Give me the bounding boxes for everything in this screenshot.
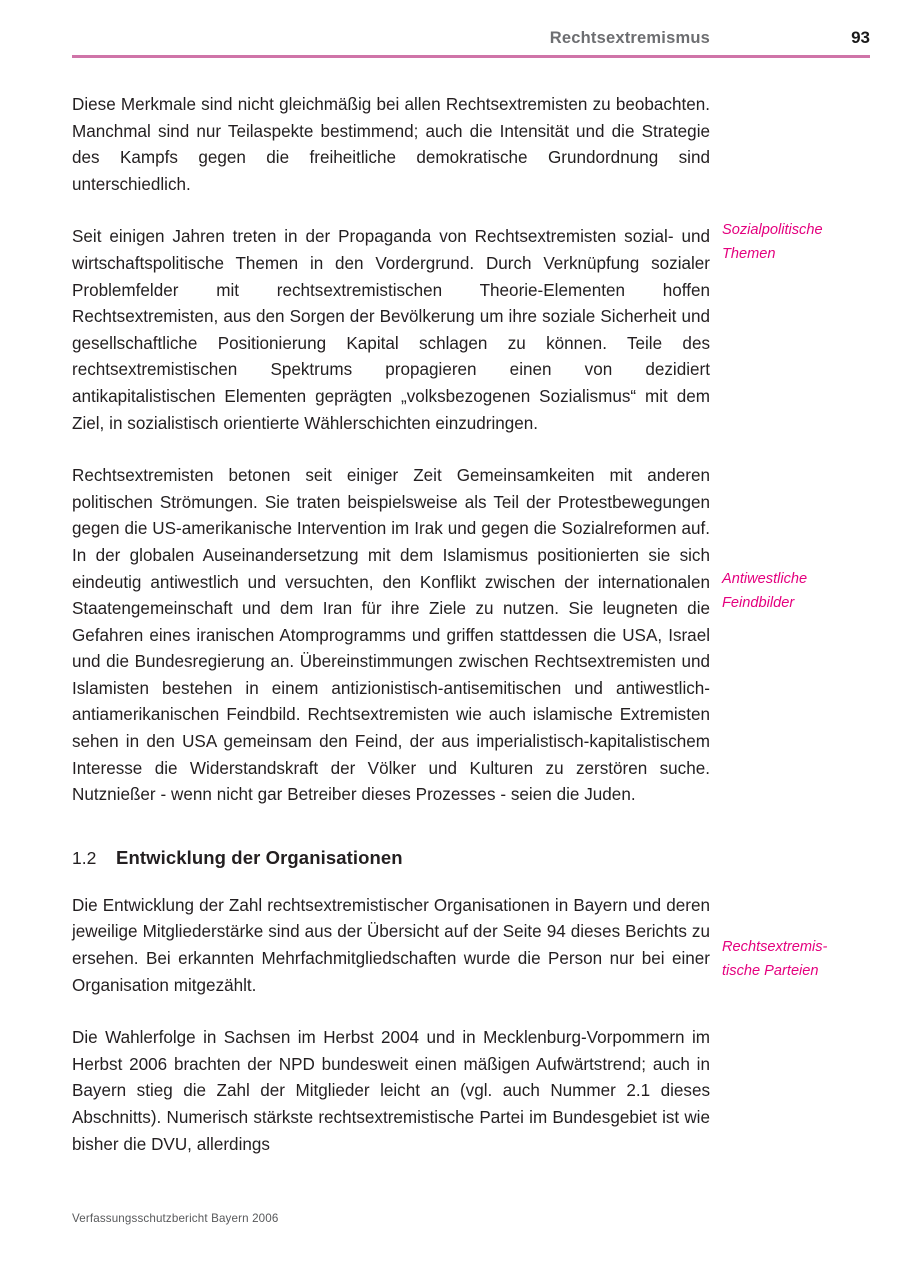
margin-note-line: Themen — [722, 246, 776, 262]
running-head — [72, 28, 870, 54]
paragraph-1: Diese Merkmale sind nicht gleichmäßig bei allen Rechtsextremisten zu beobachten. Manchmal sind nur Teilaspekte bestimmend; auch die Intensität und die Strategie des Kampfs gegen die freiheitliche demokratische Grundordnung sind unterschiedlich. — [72, 95, 710, 194]
margin-note-rechtsextremistische-parteien — [722, 935, 892, 983]
paragraph-3: Rechtsextremisten betonen seit einiger Zeit Gemeinsamkeiten mit anderen politischen Strömungen. Sie traten beispielsweise als Teil der Protestbewegungen gegen die US-amerikanische Intervention im Irak und gegen die Sozialreformen auf. In der globalen Auseinandersetzung mit dem Islamismus positionierten sie sich eindeutig antiwestlich und versuchten, den Konflikt zwischen der internationalen Staatengemeinschaft und dem Iran für ihre Ziele zu nutzen. Sie leugneten die Gefahren eines iranischen Atomprogramms und griffen stattdessen die USA, Israel und die Bundesregierung an. Übereinstimmungen zwischen Rechtsextremisten und Islamisten bestehen in einem antizionistisch-antisemitischen und antiwestlich-antiamerikanischen Feindbild. Rechtsextremisten wie auch islamische Extremisten sehen in den USA gemeinsam den Feind, der aus imperialistisch-kapitalistischem Interesse die Widerstandskraft der Völker und Kulturen zu zerstören suche. Nutznießer - wenn nicht gar Betreiber dieses Prozesses - seien die Juden. — [72, 466, 710, 805]
margin-note-sozialpolitische-themen — [722, 218, 892, 266]
paragraph-4: Die Entwicklung der Zahl rechtsextremistischer Organisationen in Bayern und deren jeweilige Mitgliederstärke sind aus der Übersicht auf der Seite 94 dieses Berichts zu ersehen. Bei erkannten Mehrfachmitgliedschaften wurde die Person nur bei einer Organisation mitgezählt. — [72, 895, 710, 995]
margin-note-line: Rechtsextremis- — [722, 939, 828, 955]
section-title: Entwicklung der Organisationen — [116, 846, 403, 868]
footer-text: Verfassungsschutzbericht Bayern 2006 — [72, 1212, 279, 1225]
margin-note-line: Feindbilder — [722, 595, 795, 611]
margin-note-line: tische Parteien — [722, 963, 819, 979]
margin-note-line: Antiwestliche — [722, 571, 808, 587]
margin-note-line: Sozialpolitische — [722, 222, 823, 238]
section-number: 1.2 — [72, 847, 97, 868]
header-rule-divider — [72, 55, 870, 58]
margin-note-antiwestliche-feindbilder — [722, 567, 892, 615]
main-text-column — [72, 92, 710, 1158]
page-number: 93 — [851, 28, 870, 47]
paragraph-2: Seit einigen Jahren treten in der Propaganda von Rechtsextremisten sozial- und wirtschaftspolitische Themen in den Vordergrund. Durch Verknüpfung sozialer Problemfelder mit rechtsextremistischen Theorie-Elementen hoffen Rechtsextremisten, aus den Sorgen der Bevölkerung um ihre soziale Sicherheit und gesellschaftliche Positionierung Kapital schlagen zu können. Teile des rechtsextremistischen Spektrums propagieren einen von dezidiert antikapitalistischen Elementen geprägten „volksbezogenen Sozialismus“ mit dem Ziel, in sozialistisch orientierte Wählerschichten einzudringen. — [72, 227, 710, 433]
paragraph-5: Die Wahlerfolge in Sachsen im Herbst 2004 und in Mecklenburg-Vorpommern im Herbst 2006 brachten der NPD bundesweit einen mäßigen Aufwärtstrend; auch in Bayern stieg die Zahl der Mitglieder leicht an (vgl. auch Nummer 2.1 dieses Abschnitts). Numerisch stärkste rechtsextremistische Partei im Bundesgebiet ist wie bisher die DVU, allerdings — [72, 1028, 710, 1154]
section-heading — [72, 845, 710, 871]
running-head-title: Rechtsextremismus — [549, 29, 710, 47]
